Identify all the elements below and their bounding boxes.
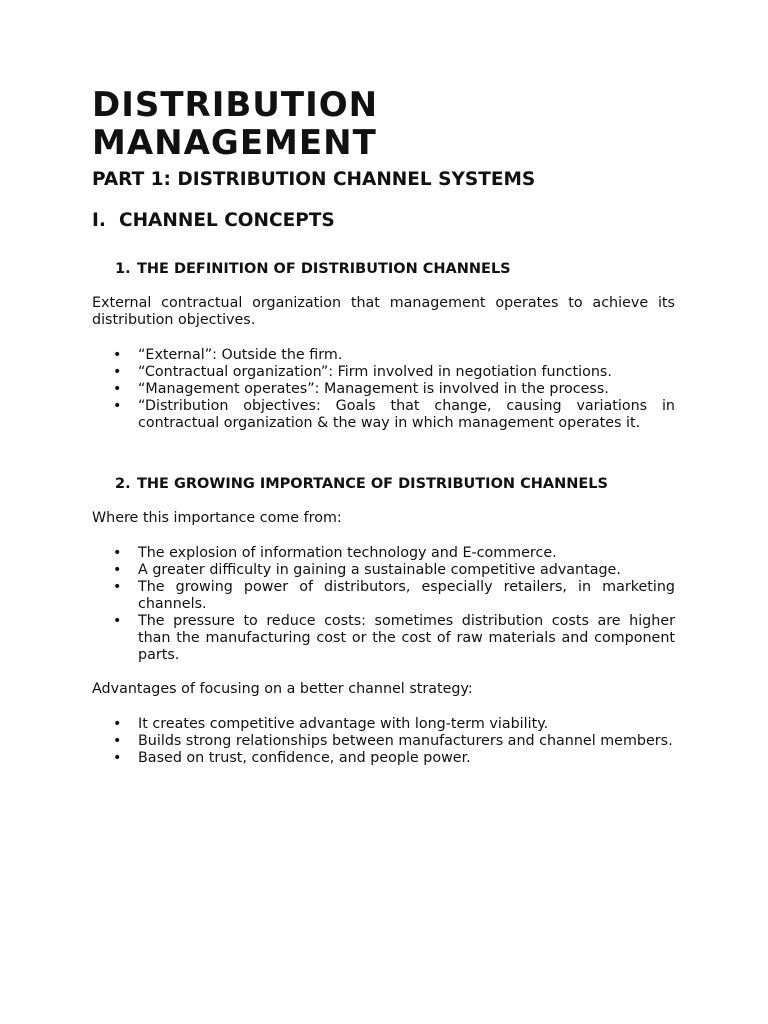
importance-bullet-list bbox=[92, 545, 675, 664]
list-item bbox=[92, 613, 675, 664]
bullet-icon: • bbox=[113, 750, 122, 766]
list-item-text: It creates competitive advantage with long-term viability. bbox=[138, 716, 549, 732]
list-item bbox=[92, 398, 675, 432]
list-item-text: The explosion of information technology and E-commerce. bbox=[138, 545, 557, 561]
definition-paragraph: External contractual organization that management operates to achieve its distribution objectives. bbox=[92, 295, 675, 328]
list-item-text: “Distribution objectives: Goals that change, causing variations in contractual organization & the way in which management operates it. bbox=[138, 398, 675, 431]
section-title: CHANNEL CONCEPTS bbox=[119, 210, 335, 231]
document-title-line2: MANAGEMENT bbox=[92, 123, 377, 163]
list-item-text: “External”: Outside the firm. bbox=[138, 347, 343, 363]
list-item bbox=[92, 750, 675, 767]
list-item-text: Builds strong relationships between manufacturers and channel members. bbox=[138, 733, 673, 749]
subsection-1-number: 1. bbox=[115, 261, 131, 277]
bullet-icon: • bbox=[113, 716, 122, 732]
list-item bbox=[92, 381, 675, 398]
subsection-1-heading bbox=[92, 260, 675, 278]
subsection-2-number: 2. bbox=[115, 476, 131, 492]
document-page bbox=[92, 86, 675, 767]
subsection-1-title: THE DEFINITION OF DISTRIBUTION CHANNELS bbox=[137, 261, 511, 277]
document-title-line1: DISTRIBUTION bbox=[92, 85, 379, 125]
bullet-icon: • bbox=[113, 562, 122, 578]
definition-bullet-list bbox=[92, 347, 675, 432]
bullet-icon: • bbox=[113, 381, 122, 397]
bullet-icon: • bbox=[113, 733, 122, 749]
list-item-text: “Management operates”: Management is involved in the process. bbox=[138, 381, 609, 397]
list-item-text: The pressure to reduce costs: sometimes distribution costs are higher than the manufacturing cost or the cost of raw materials and component parts. bbox=[138, 613, 675, 663]
bullet-icon: • bbox=[113, 347, 122, 363]
bullet-icon: • bbox=[113, 398, 122, 414]
subsection-2-heading bbox=[92, 475, 675, 493]
list-item bbox=[92, 716, 675, 733]
list-item bbox=[92, 733, 675, 750]
list-item-text: A greater difficulty in gaining a sustainable competitive advantage. bbox=[138, 562, 621, 578]
importance-intro: Where this importance come from: bbox=[92, 510, 342, 526]
bullet-icon: • bbox=[113, 579, 122, 595]
document-title bbox=[92, 86, 675, 162]
list-item bbox=[92, 562, 675, 579]
bullet-icon: • bbox=[113, 545, 122, 561]
list-item bbox=[92, 545, 675, 562]
list-item bbox=[92, 579, 675, 613]
list-item bbox=[92, 347, 675, 364]
list-item-text: The growing power of distributors, especially retailers, in marketing channels. bbox=[138, 579, 675, 612]
list-item bbox=[92, 364, 675, 381]
section-number: I. bbox=[92, 210, 106, 231]
advantages-bullet-list bbox=[92, 716, 675, 767]
part-title: PART 1: DISTRIBUTION CHANNEL SYSTEMS bbox=[92, 169, 536, 190]
subsection-2-title: THE GROWING IMPORTANCE OF DISTRIBUTION CHANNELS bbox=[137, 476, 608, 492]
bullet-icon: • bbox=[113, 613, 122, 629]
bullet-icon: • bbox=[113, 364, 122, 380]
advantages-intro: Advantages of focusing on a better channel strategy: bbox=[92, 681, 473, 697]
section-heading bbox=[92, 209, 675, 233]
list-item-text: “Contractual organization”: Firm involved in negotiation functions. bbox=[138, 364, 612, 380]
list-item-text: Based on trust, confidence, and people power. bbox=[138, 750, 471, 766]
